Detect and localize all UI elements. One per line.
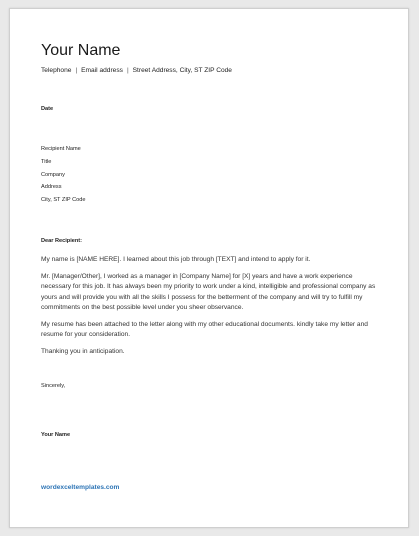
body-paragraph-3: My resume has been attached to the letter along with my other educational documents. kindly take my letter and resume for your consideration. (41, 321, 368, 339)
date-label: Date (41, 106, 54, 112)
contact-separator: | (75, 67, 78, 74)
sender-name: Your Name (41, 42, 121, 59)
contact-telephone: Telephone (41, 67, 72, 74)
body-paragraph-2: Mr. [Manager/Other], I worked as a manager in [Company Name] for [X] years and have a work experience necessary for this job. It has always been my priority to work under a kind, intelligible and professional company as yours and will provide you with all the skills I possess for the betterment of the company and will try to fulfill my commitments on the best possible level under you sheer observance. (41, 273, 376, 311)
recipient-city: City, ST ZIP Code (41, 197, 86, 204)
recipient-address: Address (41, 184, 62, 191)
recipient-company: Company (41, 171, 65, 178)
body-paragraph-4: Thanking you in anticipation. (41, 348, 125, 356)
closing: Sincerely, (41, 383, 66, 389)
letter-body (41, 255, 376, 365)
letter-page (9, 8, 409, 528)
recipient-name: Recipient Name (41, 146, 81, 152)
watermark-link[interactable]: wordexceltemplates.com (41, 484, 120, 491)
body-paragraph-1: My name is [NAME HERE]. I learned about this job through [TEXT] and intend to apply for it. (41, 256, 311, 263)
recipient-block (41, 143, 85, 207)
contact-separator: | (126, 67, 129, 74)
recipient-title: Title (41, 158, 52, 165)
salutation: Dear Recipient: (41, 238, 83, 244)
contact-address: Street Address, City, ST ZIP Code (132, 67, 232, 74)
contact-line (41, 67, 232, 74)
signer-name: Your Name (41, 432, 71, 438)
contact-email: Email address (81, 67, 123, 74)
